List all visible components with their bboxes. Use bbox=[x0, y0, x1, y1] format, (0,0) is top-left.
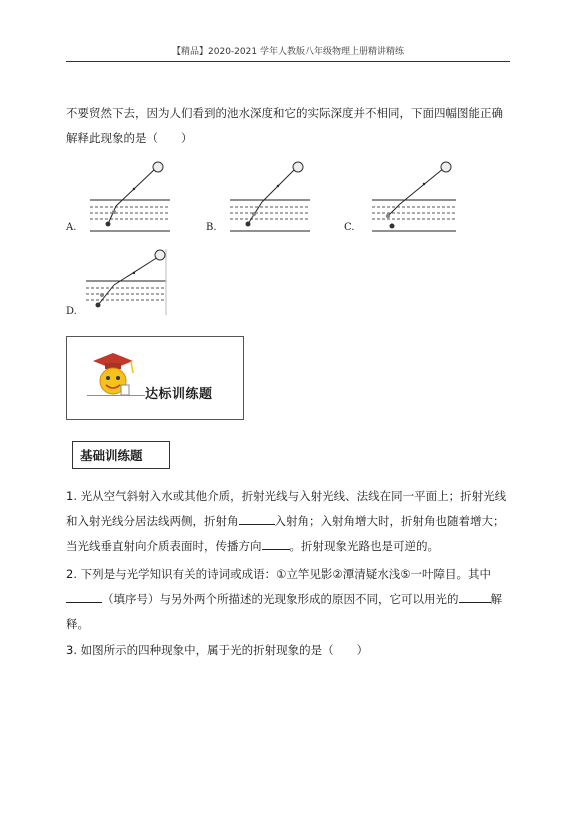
option-d-diagram bbox=[84, 245, 170, 317]
q1-line-1: 1. 光从空气斜射入水或其他介质，折射光线与入射光线、法线在同一平面上；折射光线 bbox=[66, 489, 507, 503]
question-3 bbox=[66, 638, 514, 663]
q1-line-2 bbox=[66, 509, 514, 534]
section-title: 基础训练题 bbox=[80, 448, 143, 463]
q1-line-2-b: 入射角；入射角增大时，折射角也随着增大； bbox=[274, 514, 505, 528]
q2-line-2-b: 解 bbox=[490, 592, 502, 606]
header-title: 【精品】2020-2021 学年人教版八年级物理上册精讲精练 bbox=[172, 47, 404, 57]
option-b-label: B. bbox=[206, 222, 217, 233]
q1-line-3 bbox=[66, 534, 514, 559]
badge-title: 达标训练题 bbox=[145, 387, 213, 402]
badge-divider bbox=[87, 395, 145, 396]
option-a-diagram bbox=[88, 160, 173, 235]
q1-blank-2[interactable] bbox=[262, 538, 290, 550]
q1-blank-1[interactable] bbox=[239, 513, 275, 525]
question-intro bbox=[66, 104, 510, 148]
question-1 bbox=[66, 484, 514, 559]
option-c-label: C. bbox=[344, 222, 355, 233]
q1-line-2-a: 和入射光线分居法线两侧，折射角 bbox=[66, 514, 239, 528]
question-2 bbox=[66, 562, 514, 637]
page-header bbox=[66, 44, 510, 62]
graduation-cap-mascot-icon bbox=[87, 349, 137, 399]
option-b-diagram bbox=[228, 160, 313, 235]
option-c-diagram bbox=[370, 160, 460, 235]
intro-line-2: 解释此现象的是（ ） bbox=[66, 131, 193, 145]
q2-line-2 bbox=[66, 587, 514, 612]
q2-blank-1[interactable] bbox=[66, 591, 102, 603]
q1-line-3-a: 当光线垂直射向介质表面时，传播方向 bbox=[66, 539, 262, 553]
q2-line-1: 2. 下列是与光学知识有关的诗词或成语：①立竿见影②潭清疑水浅⑤一叶障目。其中 bbox=[66, 567, 492, 581]
q2-line-2-a: （填序号）与另外两个所描述的光现象形成的原因不同，它可以用光的 bbox=[102, 592, 459, 606]
practice-badge-box bbox=[66, 336, 244, 420]
q2-line-3: 释。 bbox=[66, 617, 89, 631]
q1-line-3-b: 。折射现象光路也是可逆的。 bbox=[289, 539, 439, 553]
option-a-label: A. bbox=[66, 222, 77, 233]
section-title-box bbox=[72, 441, 170, 469]
q3-line-1: 3. 如图所示的四种现象中，属于光的折射现象的是（ ） bbox=[66, 643, 369, 657]
q2-blank-2[interactable] bbox=[459, 591, 491, 603]
option-d-label: D. bbox=[66, 306, 77, 317]
intro-line-1: 不要贸然下去，因为人们看到的池水深度和它的实际深度并不相同，下面四幅图能正确 bbox=[66, 106, 503, 120]
